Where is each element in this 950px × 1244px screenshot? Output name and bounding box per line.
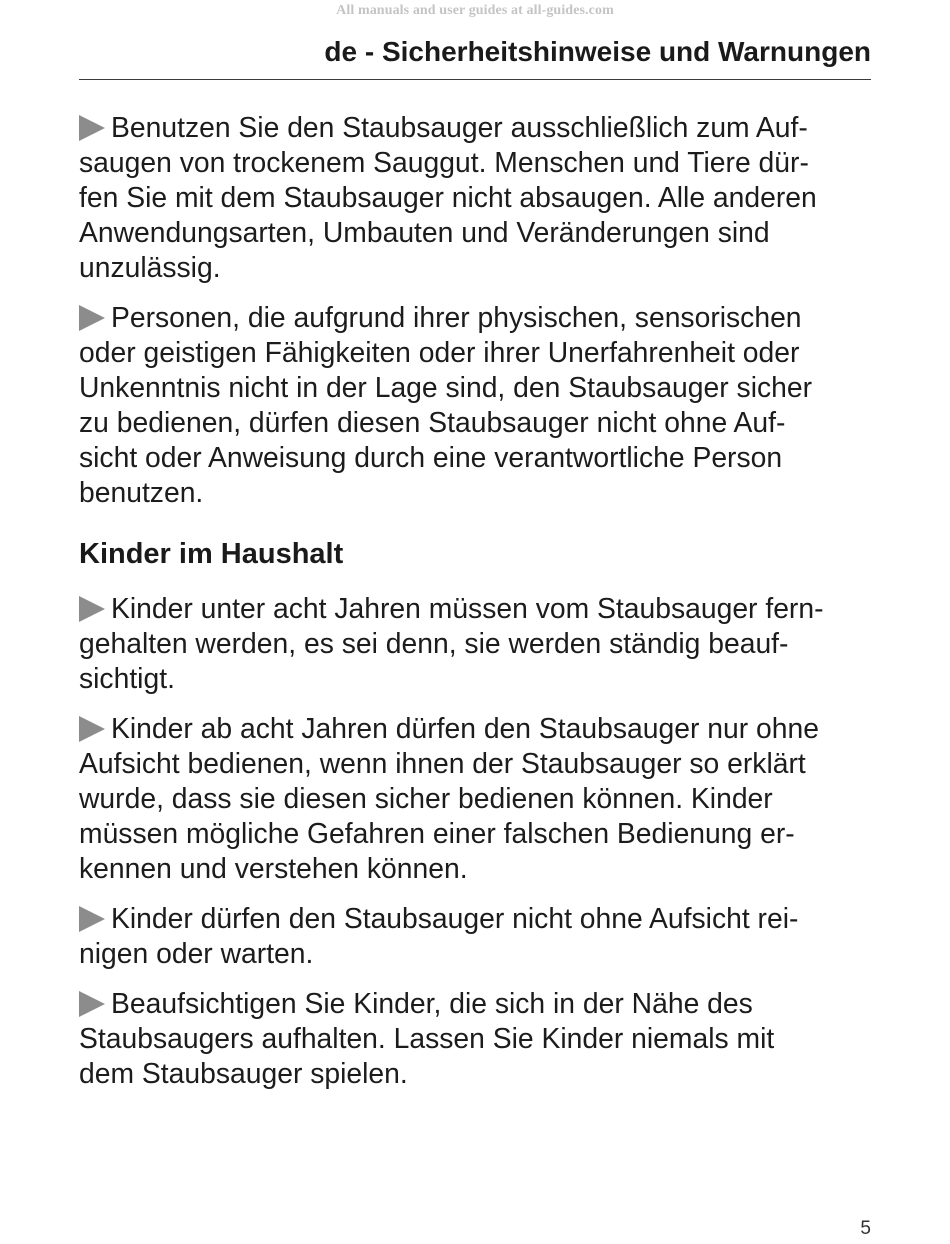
paragraph-line xyxy=(79,591,879,626)
safety-paragraph xyxy=(79,986,879,1091)
paragraph-line: Staubsaugers aufhalten. Lassen Sie Kinder niemals mit xyxy=(79,1022,775,1054)
safety-paragraph xyxy=(79,901,879,971)
paragraph-line: gehalten werden, es sei denn, sie werden ständig beauf- xyxy=(79,627,789,659)
warning-arrow-icon xyxy=(79,991,105,1017)
paragraph-line xyxy=(79,711,879,746)
paragraph-line: nigen oder warten. xyxy=(79,937,314,969)
paragraph-line: benutzen. xyxy=(79,476,204,508)
paragraph-line: sicht oder Anweisung durch eine verantwortliche Person xyxy=(79,441,783,473)
paragraph-line-text: Benutzen Sie den Staubsauger ausschließlich zum Auf- xyxy=(111,111,808,143)
paragraph-line-text: Beaufsichtigen Sie Kinder, die sich in der Nähe des xyxy=(111,987,753,1019)
paragraph-line: wurde, dass sie diesen sicher bedienen können. Kinder xyxy=(79,782,773,814)
warning-arrow-icon xyxy=(79,906,105,932)
paragraph-line: müssen mögliche Gefahren einer falschen Bedienung er- xyxy=(79,817,795,849)
safety-paragraph xyxy=(79,711,879,886)
paragraph-line-text: Kinder dürfen den Staubsauger nicht ohne Aufsicht rei- xyxy=(111,902,799,934)
section-heading: Kinder im Haushalt xyxy=(79,538,344,570)
paragraph-line xyxy=(79,901,879,936)
warning-arrow-icon xyxy=(79,716,105,742)
paragraph-line: dem Staubsauger spielen. xyxy=(79,1057,408,1089)
warning-arrow-icon xyxy=(79,115,105,141)
paragraph-line: fen Sie mit dem Staubsauger nicht absaugen. Alle anderen xyxy=(79,181,817,213)
paragraph-line: Unkenntnis nicht in der Lage sind, den Staubsauger sicher xyxy=(79,371,813,403)
paragraph-line: zu bedienen, dürfen diesen Staubsauger nicht ohne Auf- xyxy=(79,406,786,438)
warning-arrow-icon xyxy=(79,596,105,622)
paragraph-line xyxy=(79,986,879,1021)
safety-paragraph xyxy=(79,591,879,696)
safety-paragraph xyxy=(79,110,879,285)
page-number: 5 xyxy=(860,1218,871,1239)
paragraph-line xyxy=(79,110,879,145)
paragraph-line: sichtigt. xyxy=(79,662,175,694)
paragraph-line: unzulässig. xyxy=(79,251,221,283)
paragraph-line xyxy=(79,300,879,335)
paragraph-line: Aufsicht bedienen, wenn ihnen der Staubsauger so erklärt xyxy=(79,747,806,779)
paragraph-line-text: Kinder ab acht Jahren dürfen den Staubsauger nur ohne xyxy=(111,712,819,744)
page-title: de - Sicherheitshinweise und Warnungen xyxy=(324,36,871,67)
warning-arrow-icon xyxy=(79,305,105,331)
paragraph-line: kennen und verstehen können. xyxy=(79,852,468,884)
paragraph-line: saugen von trockenem Sauggut. Menschen und Tiere dür- xyxy=(79,146,809,178)
safety-paragraph xyxy=(79,300,879,510)
paragraph-line: oder geistigen Fähigkeiten oder ihrer Unerfahrenheit oder xyxy=(79,336,800,368)
watermark: All manuals and user guides at all-guides.com xyxy=(336,3,614,18)
header-divider xyxy=(79,79,871,80)
paragraph-line-text: Kinder unter acht Jahren müssen vom Staubsauger fern- xyxy=(111,592,824,624)
main-content xyxy=(79,110,879,1106)
paragraph-line-text: Personen, die aufgrund ihrer physischen, sensorischen xyxy=(111,301,802,333)
paragraph-line: Anwendungsarten, Umbauten und Veränderungen sind xyxy=(79,216,770,248)
